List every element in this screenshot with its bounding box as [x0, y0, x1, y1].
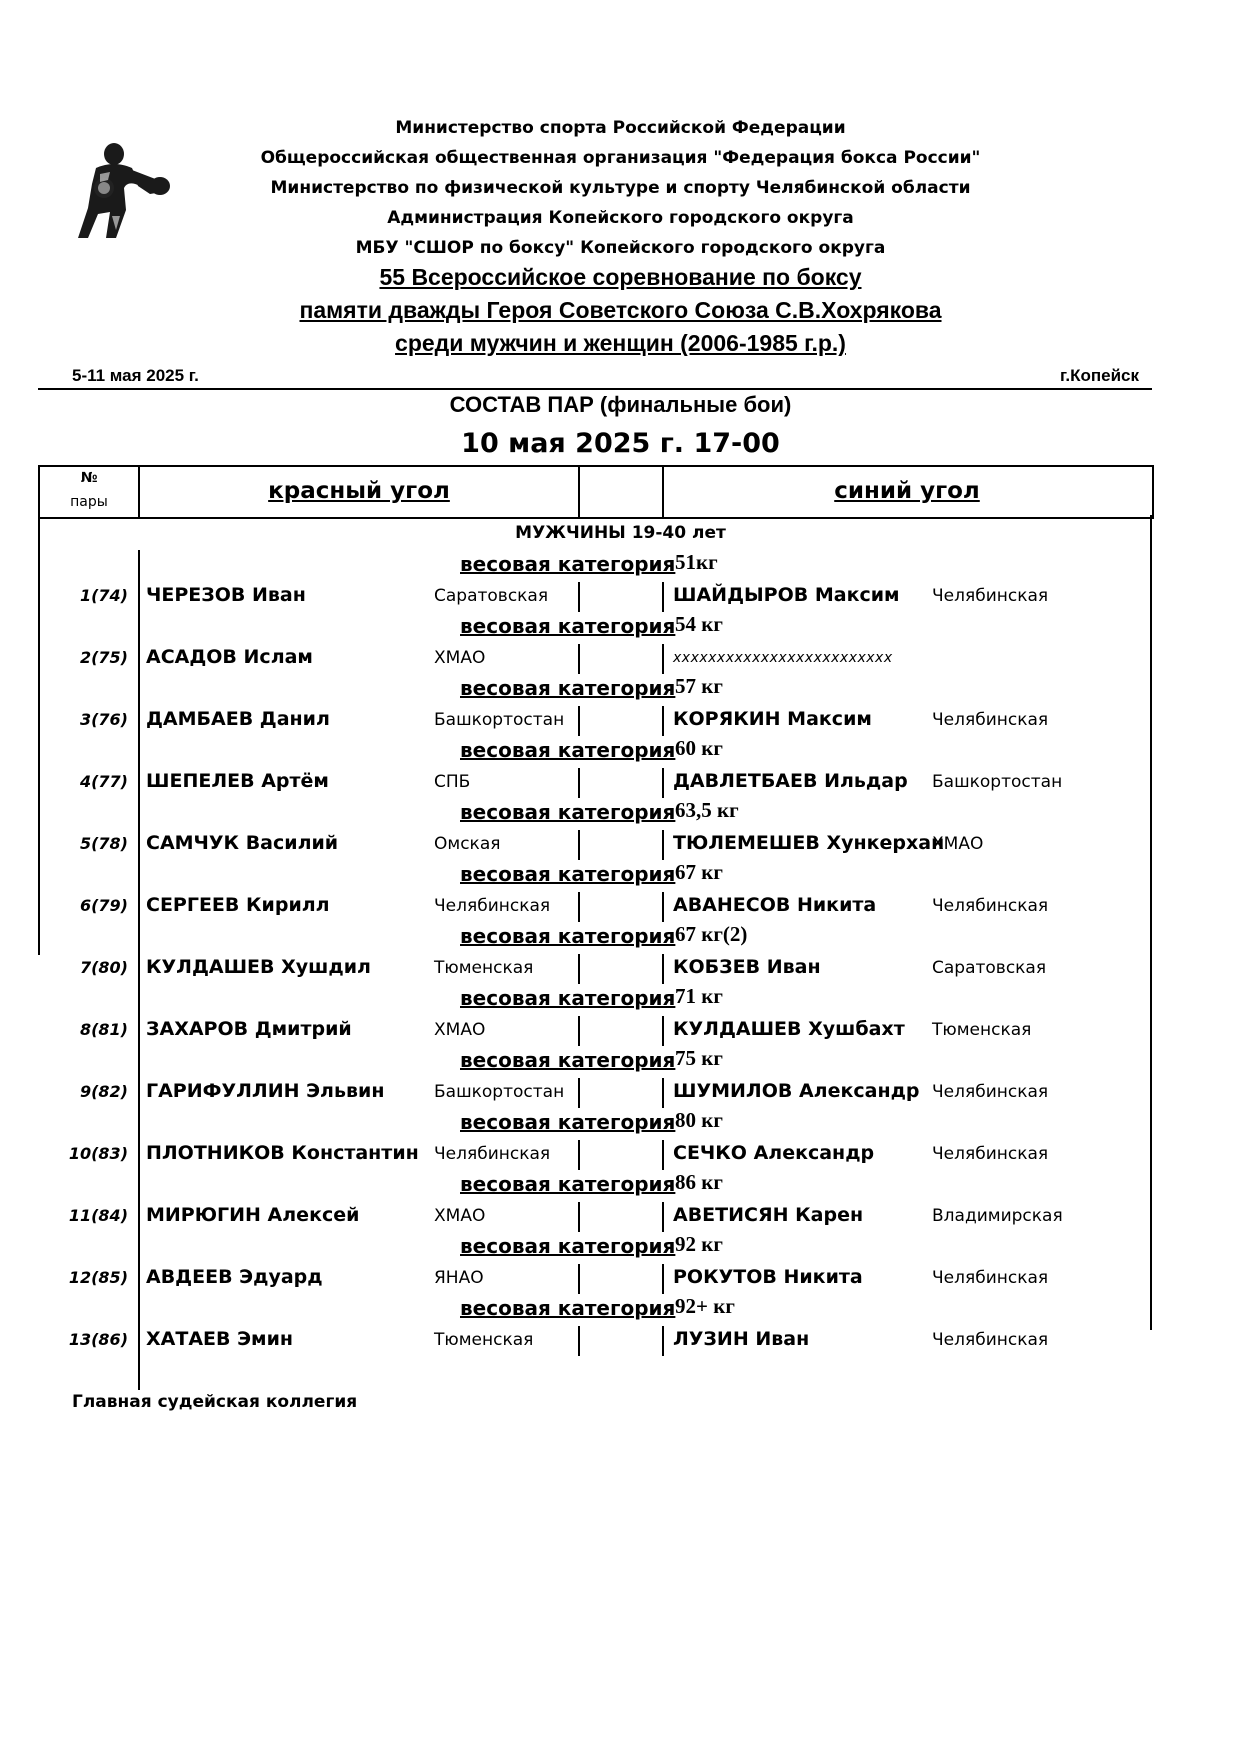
blue-boxer-region: ХМАО	[932, 834, 984, 854]
blue-boxer-empty: xxxxxxxxxxxxxxxxxxxxxxxxx	[673, 650, 893, 666]
weight-category-value: 63,5 кг	[675, 798, 739, 822]
row-divider	[662, 1326, 664, 1356]
header-rule	[38, 388, 1152, 390]
blue-boxer-name: СЕЧКО Александр	[673, 1142, 875, 1164]
weight-category-label: весовая категория	[460, 862, 676, 886]
row-divider	[578, 644, 580, 674]
weight-category-value: 51кг	[675, 550, 718, 574]
weight-category-label: весовая категория	[460, 738, 676, 762]
weight-category-value: 75 кг	[675, 1046, 723, 1070]
row-divider	[578, 1078, 580, 1108]
row-divider	[662, 768, 664, 798]
blue-boxer-name: АВАНЕСОВ Никита	[673, 894, 877, 916]
row-divider	[578, 582, 580, 612]
session-datetime: 10 мая 2025 г. 17-00	[461, 428, 780, 459]
bout-number: 8(81)	[79, 1020, 128, 1039]
weight-category-label: весовая категория	[460, 1110, 676, 1134]
row-divider	[578, 1264, 580, 1294]
red-boxer-region: Омская	[434, 834, 501, 854]
red-boxer-region: ХМАО	[434, 648, 486, 668]
weight-category-value: 92+ кг	[675, 1294, 735, 1318]
body-inner-border	[138, 550, 140, 1390]
page-subtitle: СОСТАВ ПАР (финальные бои)	[449, 392, 792, 417]
row-divider	[578, 954, 580, 984]
bout-number: 10(83)	[68, 1144, 128, 1163]
blue-boxer-region: Башкортостан	[932, 772, 1063, 792]
weight-category-value: 57 кг	[675, 674, 723, 698]
weight-category-label: весовая категория	[460, 800, 676, 824]
weight-category-label: весовая категория	[460, 986, 676, 1010]
red-boxer-region: Тюменская	[434, 1330, 534, 1350]
red-boxer-name: ГАРИФУЛЛИН Эльвин	[146, 1080, 385, 1102]
weight-category-label: весовая категория	[460, 676, 676, 700]
group-label: МУЖЧИНЫ 19-40 лет	[515, 523, 726, 543]
blue-boxer-region: Челябинская	[932, 896, 1049, 916]
blue-boxer-region: Челябинская	[932, 1330, 1049, 1350]
red-boxer-name: ХАТАЕВ Эмин	[146, 1328, 294, 1350]
row-divider	[662, 582, 664, 612]
weight-category-value: 67 кг	[675, 860, 723, 884]
red-boxer-region: Челябинская	[434, 1144, 551, 1164]
row-divider	[662, 1078, 664, 1108]
blue-boxer-name: КОРЯКИН Максим	[673, 708, 872, 730]
org-line-4: Администрация Копейского городского округа	[387, 208, 854, 228]
row-divider	[662, 830, 664, 860]
weight-category-label: весовая категория	[460, 1172, 676, 1196]
row-divider	[578, 768, 580, 798]
red-boxer-region: Башкортостан	[434, 1082, 565, 1102]
red-boxer-name: САМЧУК Василий	[146, 832, 339, 854]
red-boxer-name: ЗАХАРОВ Дмитрий	[146, 1018, 352, 1040]
red-boxer-region: Челябинская	[434, 896, 551, 916]
row-divider	[662, 1140, 664, 1170]
red-boxer-name: АВДЕЕВ Эдуард	[146, 1266, 323, 1288]
red-boxer-name: МИРЮГИН Алексей	[146, 1204, 360, 1226]
row-divider	[578, 892, 580, 922]
row-divider	[578, 1326, 580, 1356]
row-divider	[578, 706, 580, 736]
title-line-3: среди мужчин и женщин (2006-1985 г.р.)	[395, 330, 846, 356]
row-divider	[662, 644, 664, 674]
col-no-label: №	[80, 470, 98, 486]
row-divider	[662, 1264, 664, 1294]
red-boxer-name: ЧЕРЕЗОВ Иван	[146, 584, 306, 606]
bout-number: 3(76)	[79, 710, 128, 729]
bout-number: 9(82)	[79, 1082, 128, 1101]
weight-category-label: весовая категория	[460, 1048, 676, 1072]
blue-boxer-name: КОБЗЕВ Иван	[673, 956, 821, 978]
red-boxer-name: КУЛДАШЕВ Хушдил	[146, 956, 371, 978]
bout-number: 7(80)	[79, 958, 128, 977]
event-city: г.Копейск	[1060, 366, 1139, 385]
org-line-2: Общероссийская общественная организация "Федерация бокса России"	[260, 148, 981, 168]
org-line-3: Министерство по физической культуре и спорту Челябинской области	[270, 178, 971, 198]
weight-category-value: 80 кг	[675, 1108, 723, 1132]
body-right-border	[1150, 515, 1152, 1330]
row-divider	[578, 1016, 580, 1046]
jury-label: Главная судейская коллегия	[72, 1392, 358, 1412]
col-no-label-2: пары	[70, 494, 108, 510]
blue-boxer-region: Челябинская	[932, 586, 1049, 606]
blue-boxer-name: ДАВЛЕТБАЕВ Ильдар	[673, 770, 908, 792]
red-boxer-name: ПЛОТНИКОВ Константин	[146, 1142, 419, 1164]
red-boxer-region: ЯНАО	[434, 1268, 484, 1288]
blue-boxer-name: АВЕТИСЯН Карен	[673, 1204, 864, 1226]
org-line-1: Министерство спорта Российской Федерации	[395, 118, 846, 138]
weight-category-value: 86 кг	[675, 1170, 723, 1194]
event-dates: 5-11 мая 2025 г.	[72, 366, 199, 385]
bout-number: 5(78)	[79, 834, 128, 853]
red-boxer-region: Башкортостан	[434, 710, 565, 730]
title-line-2: памяти дважды Героя Советского Союза С.В.Хохрякова	[299, 297, 942, 323]
red-boxer-region: ХМАО	[434, 1020, 486, 1040]
blue-corner-header: синий угол	[834, 478, 980, 504]
title-line-1: 55 Всероссийское соревнование по боксу	[379, 264, 862, 290]
blue-boxer-region: Челябинская	[932, 1268, 1049, 1288]
weight-category-label: весовая категория	[460, 1296, 676, 1320]
body-left-border	[38, 515, 40, 955]
bout-number: 6(79)	[79, 896, 128, 915]
row-divider	[662, 892, 664, 922]
blue-boxer-name: ЛУЗИН Иван	[673, 1328, 810, 1350]
red-boxer-region: СПБ	[434, 772, 471, 792]
blue-boxer-name: ШУМИЛОВ Александр	[673, 1080, 920, 1102]
weight-category-label: весовая категория	[460, 614, 676, 638]
weight-category-label: весовая категория	[460, 552, 676, 576]
bout-number: 1(74)	[79, 586, 128, 605]
blue-boxer-name: РОКУТОВ Никита	[673, 1266, 863, 1288]
blue-boxer-region: Челябинская	[932, 1144, 1049, 1164]
weight-category-value: 54 кг	[675, 612, 723, 636]
red-boxer-region: ХМАО	[434, 1206, 486, 1226]
row-divider	[662, 1202, 664, 1232]
blue-boxer-region: Челябинская	[932, 1082, 1049, 1102]
blue-boxer-region: Владимирская	[932, 1206, 1063, 1226]
bout-number: 2(75)	[79, 648, 128, 667]
red-boxer-name: ШЕПЕЛЕВ Артём	[146, 770, 329, 792]
header-divider-2	[578, 465, 580, 519]
row-divider	[578, 830, 580, 860]
row-divider	[662, 954, 664, 984]
org-line-5: МБУ "СШОР по боксу" Копейского городского округа	[355, 238, 886, 258]
row-divider	[662, 1016, 664, 1046]
bout-number: 12(85)	[68, 1268, 128, 1287]
blue-boxer-name: ШАЙДЫРОВ Максим	[673, 584, 900, 606]
blue-boxer-region: Саратовская	[932, 958, 1047, 978]
red-boxer-region: Тюменская	[434, 958, 534, 978]
red-corner-header: красный угол	[268, 478, 450, 504]
weight-category-value: 71 кг	[675, 984, 723, 1008]
weight-category-label: весовая категория	[460, 924, 676, 948]
weight-category-value: 67 кг(2)	[675, 922, 748, 946]
red-boxer-name: АСАДОВ Ислам	[146, 646, 313, 668]
blue-boxer-name: КУЛДАШЕВ Хушбахт	[673, 1018, 905, 1040]
blue-boxer-region: Челябинская	[932, 710, 1049, 730]
row-divider	[662, 706, 664, 736]
red-boxer-region: Саратовская	[434, 586, 549, 606]
blue-boxer-region: Тюменская	[932, 1020, 1032, 1040]
bout-number: 13(86)	[68, 1330, 128, 1349]
row-divider	[578, 1140, 580, 1170]
weight-category-value: 92 кг	[675, 1232, 723, 1256]
bout-number: 11(84)	[68, 1206, 128, 1225]
bout-number: 4(77)	[79, 772, 128, 791]
weight-category-label: весовая категория	[460, 1234, 676, 1258]
red-boxer-name: ДАМБАЕВ Данил	[146, 708, 330, 730]
weight-category-value: 60 кг	[675, 736, 723, 760]
blue-boxer-name: ТЮЛЕМЕШЕВ Хункерхан	[673, 832, 945, 854]
red-boxer-name: СЕРГЕЕВ Кирилл	[146, 894, 330, 916]
row-divider	[578, 1202, 580, 1232]
